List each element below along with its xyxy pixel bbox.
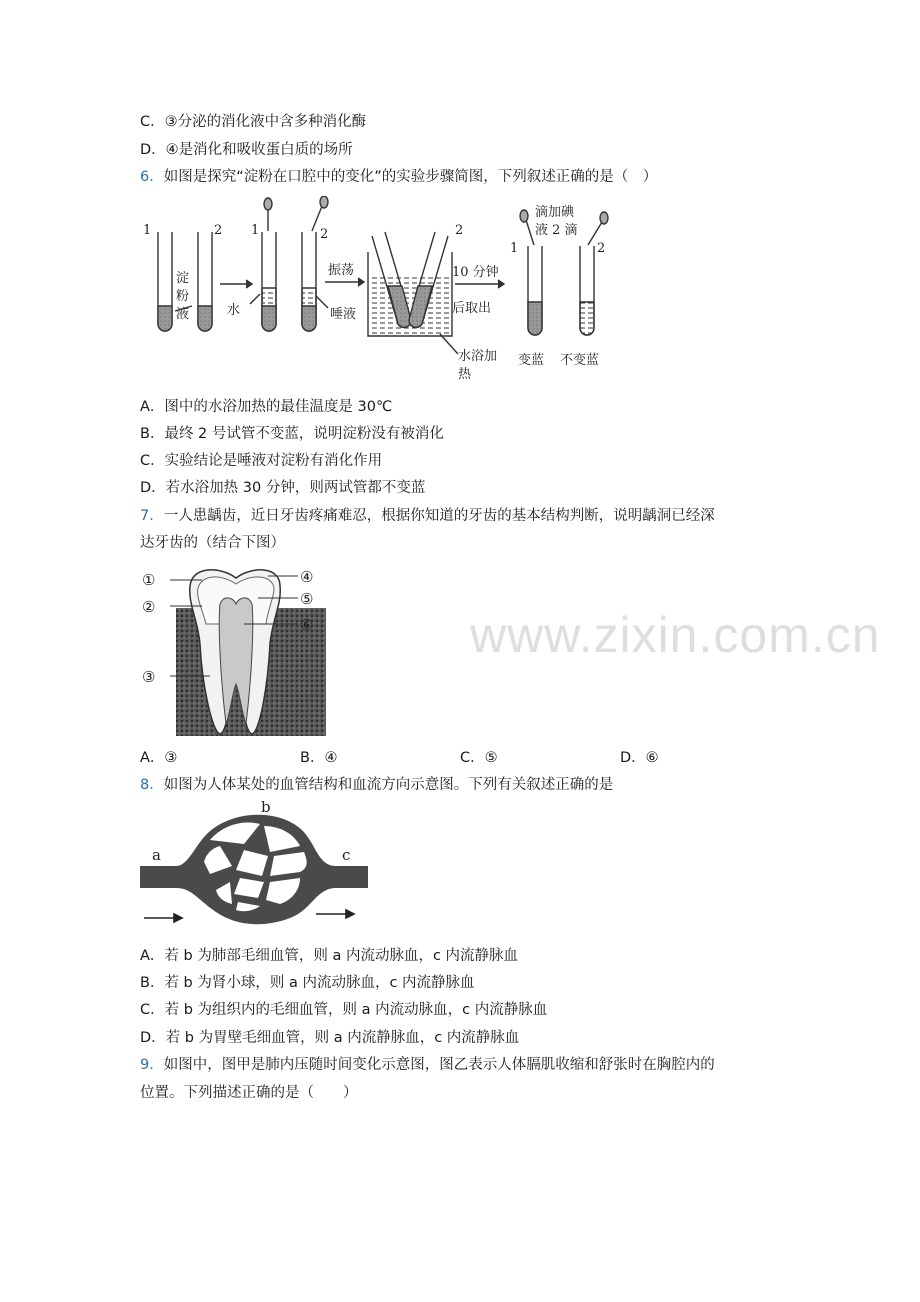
q6-option-b: B．最终 2 号试管不变蓝，说明淀粉没有被消化 bbox=[140, 426, 444, 442]
q6-option-a: A．图中的水浴加热的最佳温度是 30℃ bbox=[140, 399, 393, 415]
callout-6: ⑥ bbox=[300, 616, 314, 634]
question-text: 一人患龋齿，近日牙齿疼痛难忍，根据你知道的牙齿的基本结构判断，说明龋洞已经深 bbox=[163, 508, 715, 524]
water-bath-label-2: 热 bbox=[458, 367, 472, 382]
question-number: 7． bbox=[140, 508, 164, 524]
question-number: 8． bbox=[140, 777, 164, 793]
q7-option-a: A．③ bbox=[140, 750, 178, 766]
callout-4: ④ bbox=[300, 568, 314, 586]
option-c-prev: C．③分泌的消化液中含多种消化酶 bbox=[140, 114, 367, 130]
question-number: 6． bbox=[140, 169, 164, 185]
q8-option-a: A．若 b 为肺部毛细血管，则 a 内流动脉血，c 内流静脉血 bbox=[140, 948, 519, 964]
starch-label-1: 淀 bbox=[176, 271, 190, 286]
question-9-cont: 位置。下列描述正确的是（ ） bbox=[140, 1085, 358, 1101]
question-number: 9． bbox=[140, 1057, 164, 1073]
question-7-cont: 达牙齿的（结合下图） bbox=[140, 535, 285, 551]
q7-option-c: C．⑤ bbox=[460, 750, 498, 766]
figure-8-blood-vessels bbox=[140, 800, 368, 934]
q6-option-d: D．若水浴加热 30 分钟，则两试管都不变蓝 bbox=[140, 480, 426, 496]
blue-label: 变蓝 bbox=[518, 353, 545, 368]
q8-option-b: B．若 b 为肾小球，则 a 内流动脉血，c 内流静脉血 bbox=[140, 975, 475, 991]
callout-5: ⑤ bbox=[300, 590, 314, 608]
tube-1-label: 1 bbox=[143, 223, 152, 238]
label-b: b bbox=[261, 800, 271, 816]
question-9 bbox=[140, 1055, 715, 1075]
watermark: www.zixin.com.cn bbox=[470, 607, 881, 663]
tube-2-label: 2 bbox=[597, 241, 606, 256]
q7-option-d: D．⑥ bbox=[620, 750, 659, 766]
q6-option-c: C．实验结论是唾液对淀粉有消化作用 bbox=[140, 453, 383, 469]
take-out-label: 后取出 bbox=[452, 301, 492, 316]
shake-label: 振荡 bbox=[328, 263, 355, 278]
not-blue-label: 不变蓝 bbox=[560, 353, 600, 368]
tube-2-label: 2 bbox=[214, 223, 223, 238]
label-a: a bbox=[152, 846, 161, 864]
callout-2: ② bbox=[142, 598, 156, 616]
option-d-prev: D．④是消化和吸收蛋白质的场所 bbox=[140, 142, 353, 158]
ten-min-label: 10 分钟 bbox=[452, 265, 499, 280]
question-text: 如图是探究“淀粉在口腔中的变化”的实验步骤简图，下列叙述正确的是（ ） bbox=[163, 169, 658, 185]
tube-2-label: 2 bbox=[455, 223, 464, 238]
figure-7-tooth bbox=[140, 564, 330, 736]
iodine-label-2: 液 2 滴 bbox=[535, 223, 578, 238]
starch-label-3: 液 bbox=[176, 307, 190, 322]
question-text: 如图中，图甲是肺内压随时间变化示意图，图乙表示人体膈肌收缩和舒张时在胸腔内的 bbox=[163, 1057, 715, 1073]
q8-option-d: D．若 b 为胃壁毛细血管，则 a 内流静脉血，c 内流静脉血 bbox=[140, 1030, 520, 1046]
tube-2-label: 2 bbox=[320, 227, 329, 242]
question-7 bbox=[140, 506, 715, 526]
question-8 bbox=[140, 775, 613, 795]
callout-1: ① bbox=[142, 571, 156, 589]
tube-1-label: 1 bbox=[510, 241, 519, 256]
saliva-label: 唾液 bbox=[330, 307, 357, 322]
water-label: 水 bbox=[227, 303, 241, 318]
tube-1-label: 1 bbox=[251, 223, 260, 238]
callout-3: ③ bbox=[142, 668, 156, 686]
question-text: 如图为人体某处的血管结构和血流方向示意图。下列有关叙述正确的是 bbox=[163, 777, 614, 793]
q7-option-b: B．④ bbox=[300, 750, 338, 766]
q8-option-c: C．若 b 为组织内的毛细血管，则 a 内流动脉血，c 内流静脉血 bbox=[140, 1002, 548, 1018]
question-6 bbox=[140, 167, 657, 187]
label-c: c bbox=[342, 846, 351, 864]
starch-label-2: 粉 bbox=[176, 289, 190, 304]
figure-6-experiment bbox=[140, 196, 620, 386]
water-bath-label-1: 水浴加 bbox=[458, 349, 498, 364]
iodine-label-1: 滴加碘 bbox=[535, 205, 575, 220]
